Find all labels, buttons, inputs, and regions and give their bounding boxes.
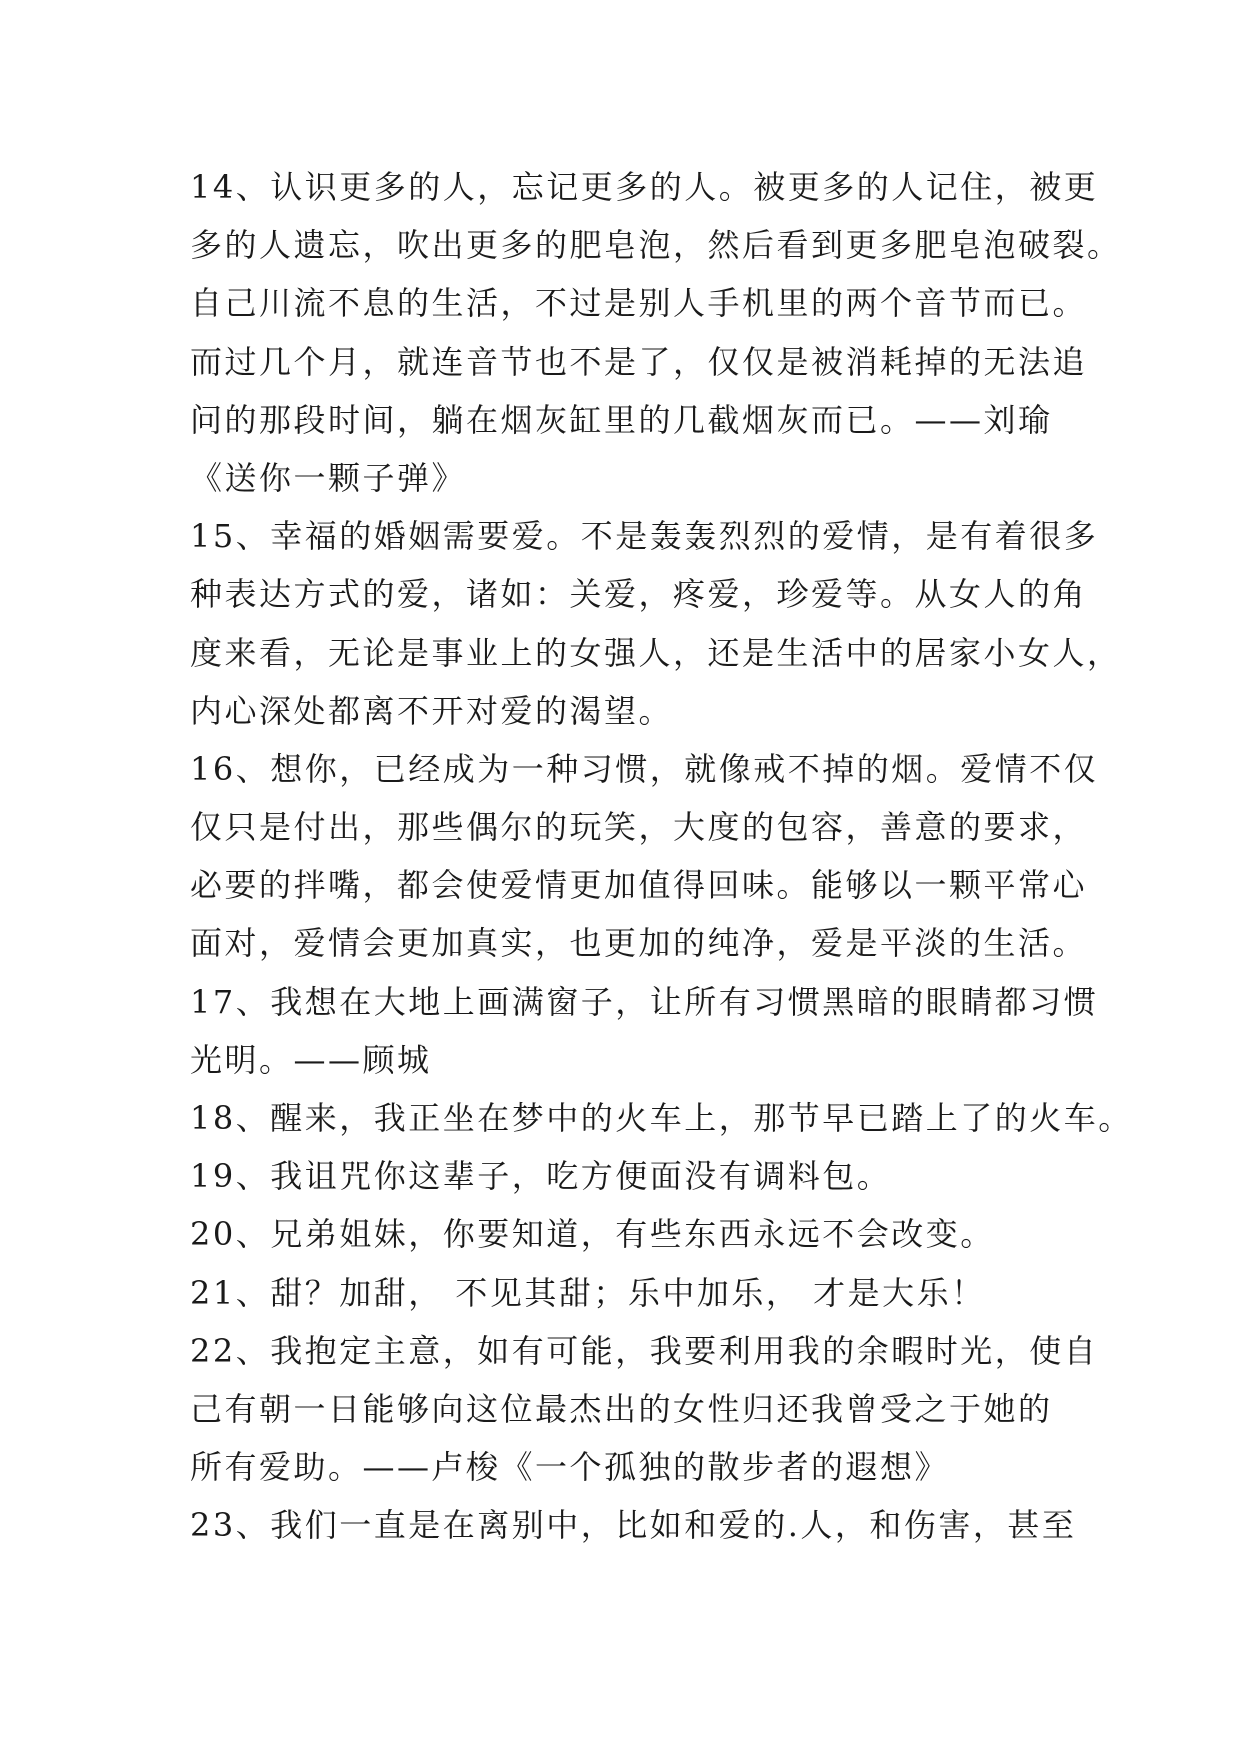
text-line: 光明。——顾城 [190,1040,432,1079]
text-line: 16、想你，已经成为一种习惯，就像戒不掉的烟。爱情不仅 [190,749,1099,788]
text-line: 种表达方式的爱，诸如：关爱，疼爱，珍爱等。从女人的角 [190,575,1088,614]
text-line: 15、幸福的婚姻需要爱。不是轰轰烈烈的爱情，是有着很多 [190,517,1099,556]
text-line: 必要的拌嘴，都会使爱情更加值得回味。能够以一颗平常心 [190,866,1088,905]
document-body [190,158,1133,1555]
text-line: 内心深处都离不开对爱的渴望。 [190,691,674,730]
text-line: 多的人遗忘，吹出更多的肥皂泡，然后看到更多肥皂泡破裂。 [190,226,1122,265]
text-line: 而过几个月，就连音节也不是了，仅仅是被消耗掉的无法追 [190,342,1088,381]
text-line: 22、我抱定主意，如有可能，我要利用我的余暇时光，使自 [190,1331,1099,1370]
text-line: 17、我想在大地上画满窗子，让所有习惯黑暗的眼睛都习惯 [190,982,1099,1021]
text-line: 问的那段时间，躺在烟灰缸里的几截烟灰而已。——刘瑜 [190,400,1053,439]
text-line: 面对，爱情会更加真实，也更加的纯净，爱是平淡的生活。 [190,924,1088,963]
text-line: 己有朝一日能够向这位最杰出的女性归还我曾受之于她的 [190,1389,1053,1428]
text-line: 自己川流不息的生活，不过是别人手机里的两个音节而已。 [190,284,1088,323]
text-line: 《送你一颗子弹》 [190,458,467,497]
text-line: 仅只是付出，那些偶尔的玩笑，大度的包容，善意的要求， [190,808,1088,847]
text-line: 19、我诅咒你这辈子，吃方便面没有调料包。 [190,1157,892,1196]
text-line: 21、甜？加甜， 不见其甜；乐中加乐， 才是大乐！ [190,1273,986,1312]
text-line: 度来看，无论是事业上的女强人，还是生活中的居家小女人， [190,633,1122,672]
text-line: 18、醒来，我正坐在梦中的火车上，那节早已踏上了的火车。 [190,1099,1133,1137]
text-line: 23、我们一直是在离别中，比如和爱的.人，和伤害，甚至 [190,1506,1077,1545]
text-line: 14、认识更多的人，忘记更多的人。被更多的人记住，被更 [190,168,1099,206]
text-line: 20、兄弟姐妹，你要知道，有些东西永远不会改变。 [190,1215,995,1254]
text-line: 所有爱助。——卢梭《一个孤独的散步者的遐想》 [190,1448,950,1487]
